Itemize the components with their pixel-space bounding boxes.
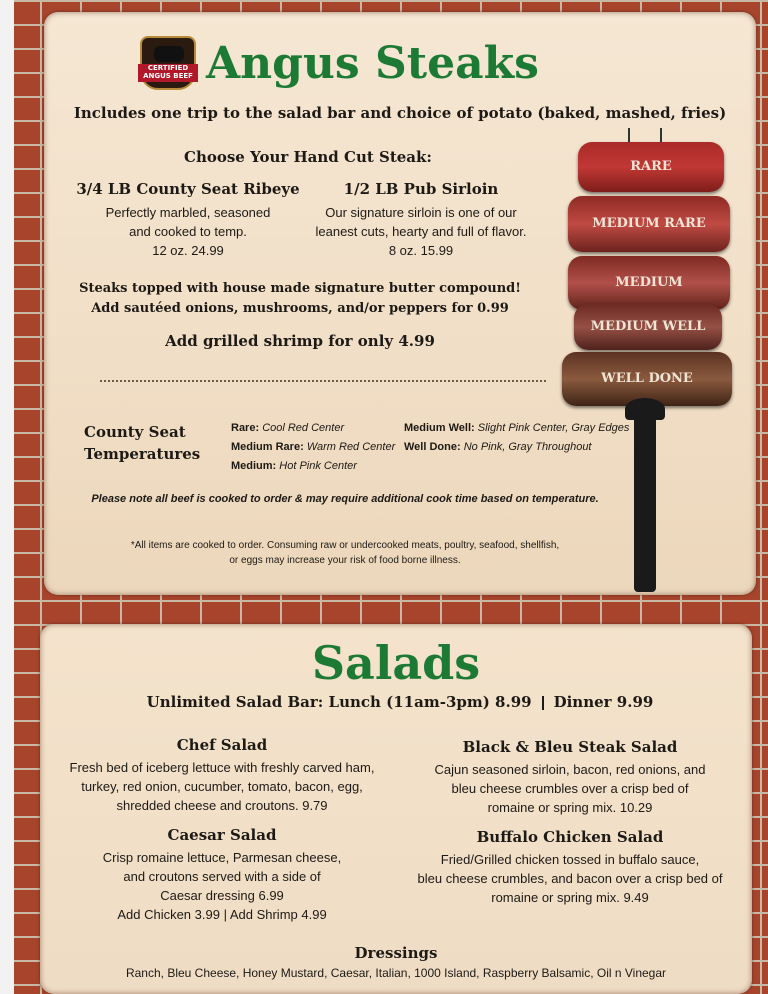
salads-title: Salads <box>311 636 481 690</box>
salad-bar-pricing: Unlimited Salad Bar: Lunch (11am-3pm) 8.99 Dinner 9.99 <box>146 693 654 711</box>
steak-medium-well: MEDIUM WELL <box>574 304 722 350</box>
ribeye-name: 3/4 LB County Seat Ribeye <box>76 180 300 198</box>
ribeye-price: 12 oz. 24.99 <box>152 243 224 258</box>
page-left-edge <box>0 0 14 994</box>
dressings-list: Ranch, Bleu Cheese, Honey Mustard, Caesar, Italian, 1000 Island, Raspberry Balsamic, Oil n Vinegar <box>125 966 667 980</box>
ribeye-description: Perfectly marbled, seasoned and cooked to temp. 12 oz. 24.99 <box>68 203 308 260</box>
dressings-heading: Dressings <box>354 944 438 962</box>
sirloin-price: 8 oz. 15.99 <box>388 243 454 258</box>
fork-handle <box>634 402 656 592</box>
chef-salad-description: Fresh bed of iceberg lettuce with freshly carved ham, turkey, red onion, cucumber, tomato, bacon, egg, shredded cheese and croutons. 9.79 <box>69 760 375 813</box>
steaks-title: Angus Steaks <box>206 38 539 89</box>
temp-rare: Rare: Cool Red Center <box>231 422 345 434</box>
sirloin-description: Our signature sirloin is one of our leanest cuts, hearty and full of flavor. 8 oz. 15.99 <box>300 203 542 260</box>
shrimp-addon: Add grilled shrimp for only 4.99 <box>165 332 435 350</box>
steaks-subtitle: Includes one trip to the salad bar and choice of potato (baked, mashed, fries) <box>73 104 727 122</box>
steak-well-done: WELL DONE <box>562 352 732 406</box>
temp-medium-rare: Medium Rare: Warm Red Center <box>231 441 396 453</box>
separator <box>542 696 544 710</box>
black-bleu-salad-name: Black & Bleu Steak Salad <box>462 738 678 756</box>
black-bleu-salad-description: Cajun seasoned sirloin, bacon, red onions, and bleu cheese crumbles over a crisp bed of romaine or spring mix. 10.29 <box>434 762 706 815</box>
logo-band: CERTIFIED ANGUS BEEF <box>138 64 198 82</box>
cook-to-order-note: Please note all beef is cooked to order & may require additional cook time based on temperature. <box>91 493 599 505</box>
buffalo-chicken-salad-name: Buffalo Chicken Salad <box>476 828 664 846</box>
buffalo-chicken-salad-description: Fried/Grilled chicken tossed in buffalo sauce, bleu cheese crumbles, and bacon over a crisp bed of romaine or spring mix. 9.49 <box>417 852 723 905</box>
temp-medium-well: Medium Well: Slight Pink Center, Gray Edges <box>404 422 630 434</box>
caesar-salad-description: Crisp romaine lettuce, Parmesan cheese, and croutons served with a side of Caesar dressing 6.99 Add Chicken 3.99 | Add Shrimp 4.99 <box>102 850 342 922</box>
temperatures-heading: County Seat Temperatures <box>84 423 201 463</box>
cow-icon <box>154 46 184 62</box>
caesar-salad-name: Caesar Salad <box>167 826 277 844</box>
choose-steak-heading: Choose Your Hand Cut Steak: <box>184 148 432 166</box>
steak-rare: RARE <box>578 142 724 192</box>
food-safety-disclaimer: *All items are cooked to order. Consuming raw or undercooked meats, poultry, seafood, shellfish, or eggs may increase your risk of food borne illness. <box>130 540 560 566</box>
certified-angus-beef-logo <box>140 36 196 90</box>
temp-well-done: Well Done: No Pink, Gray Throughout <box>404 441 592 453</box>
chef-salad-name: Chef Salad <box>176 736 268 754</box>
sirloin-name: 1/2 LB Pub Sirloin <box>343 180 499 198</box>
steak-toppings-info: Steaks topped with house made signature butter compound! Add sautéed onions, mushrooms, and/or peppers for 0.99 <box>79 281 521 316</box>
temperatures-list-right <box>404 419 629 457</box>
dotted-divider <box>100 380 546 382</box>
temperatures-list-left <box>231 419 395 476</box>
steak-medium: MEDIUM <box>568 256 730 310</box>
temp-medium: Medium: Hot Pink Center <box>231 460 357 472</box>
steak-medium-rare: MEDIUM RARE <box>568 196 730 252</box>
